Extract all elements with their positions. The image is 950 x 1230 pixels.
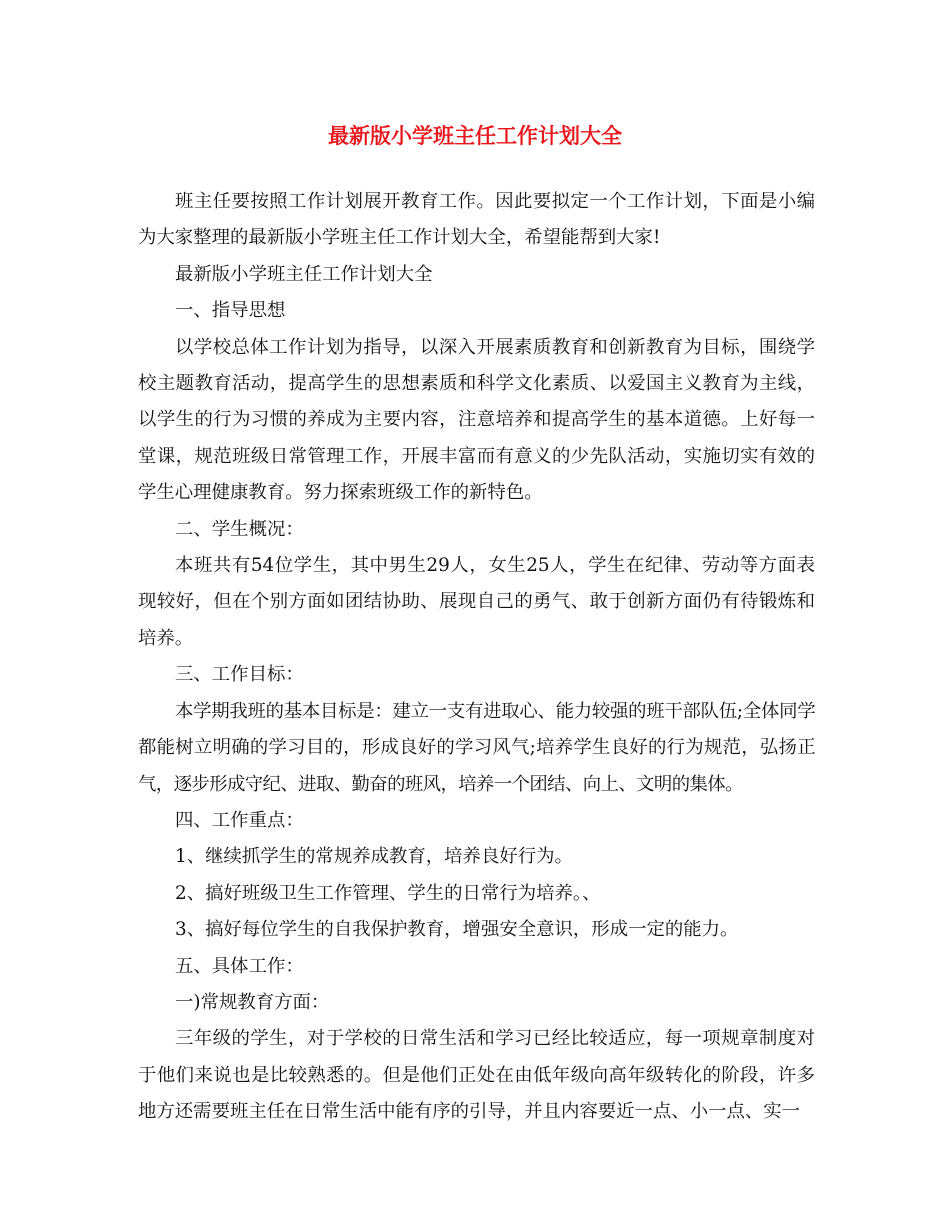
work-focus-item-1: 1、继续抓学生的常规养成教育，培养良好行为。 xyxy=(175,846,573,868)
work-focus-item-3: 3、搞好每位学生的自我保护教育，增强安全意识，形成一定的能力。 xyxy=(175,919,739,941)
subsection-heading-routine-education: 一)常规教育方面： xyxy=(175,991,330,1013)
routine-education-paragraph: 三年级的学生，对于学校的日常生活和学习已经比较适应，每一项规章制度对于他们来说也是比较熟悉的。但是他们正处在由低年级向高年级转化的阶段，许多地方还需要班主任在日常生活中能有序的引导，并且内容要近一点、小一点、实一 xyxy=(138,1028,815,1123)
subtitle-paragraph: 最新版小学班主任工作计划大全 xyxy=(175,263,433,285)
section-heading-specific-work: 五、具体工作： xyxy=(175,955,304,977)
student-overview-paragraph: 本班共有54位学生，其中男生29人，女生25人，学生在纪律、劳动等方面表现较好，但在个别方面如团结协助、展现自己的勇气、敢于创新方面仍有待锻炼和培养。 xyxy=(138,555,815,649)
section-heading-work-goals: 三、工作目标： xyxy=(175,664,304,686)
intro-paragraph: 班主任要按照工作计划展开教育工作。因此要拟定一个工作计划，下面是小编为大家整理的最新版小学班主任工作计划大全，希望能帮到大家! xyxy=(138,191,815,249)
work-focus-item-2: 2、搞好班级卫生工作管理、学生的日常行为培养。、 xyxy=(175,882,601,904)
document-title: 最新版小学班主任工作计划大全 xyxy=(328,124,622,148)
work-goals-paragraph: 本学期我班的基本目标是：建立一支有进取心、能力较强的班干部队伍;全体同学都能树立明确的学习目的，形成良好的学习风气;培养学生良好的行为规范，弘扬正气，逐步形成守纪、进取、勤奋的班风，培养一个团结、向上、文明的集体。 xyxy=(138,700,815,795)
section-heading-guiding-ideology: 一、指导思想 xyxy=(175,300,286,322)
section-heading-student-overview: 二、学生概况： xyxy=(175,518,304,540)
section-heading-work-focus: 四、工作重点： xyxy=(175,809,304,831)
guiding-ideology-paragraph: 以学校总体工作计划为指导，以深入开展素质教育和创新教育为目标，围绕学校主题教育活动，提高学生的思想素质和科学文化素质、以爱国主义教育为主线，以学生的行为习惯的养成为主要内容，注意培养和提高学生的基本道德。上好每一堂课，规范班级日常管理工作，开展丰富而有意义的少先队活动，实施切实有效的学生心理健康教育。努力探索班级工作的新特色。 xyxy=(138,336,815,504)
document-body xyxy=(138,184,815,1131)
